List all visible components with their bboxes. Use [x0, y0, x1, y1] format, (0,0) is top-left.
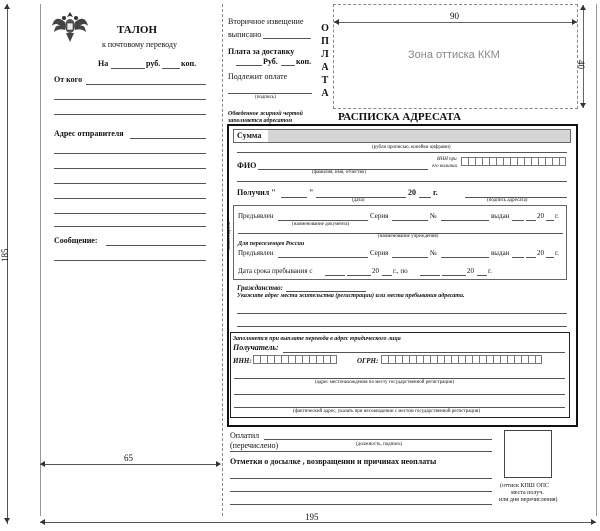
stay-from-month-line[interactable] — [347, 275, 371, 276]
fio-line-2[interactable] — [237, 181, 567, 182]
residence-note: Укажите адрес места жительства (регистрации) или места пребывания адресата. — [237, 293, 465, 299]
dim-65-line — [40, 464, 220, 465]
dim-90-arrow-left — [334, 19, 339, 25]
dim-40-line — [583, 5, 584, 108]
presented-label-1: Предъявлен — [238, 212, 274, 220]
talon-from-line-3[interactable] — [54, 114, 206, 115]
actual-addr-line-2[interactable] — [234, 407, 565, 408]
cut-line — [222, 4, 223, 516]
issued-year-line-2[interactable] — [546, 257, 554, 258]
talon-kop: коп. — [181, 59, 197, 68]
marks-line-3[interactable] — [230, 504, 492, 505]
talon-subtitle: к почтовому переводу — [102, 40, 177, 49]
dim-arrow-right — [591, 519, 596, 525]
legal-entity-box — [230, 332, 570, 418]
received-year-line[interactable] — [419, 197, 431, 198]
sum-line-2[interactable] — [237, 152, 567, 153]
dim-40-label: 40 — [576, 60, 586, 69]
delivery-kop-line[interactable] — [281, 65, 295, 66]
dim-40-arrow-down — [580, 103, 586, 108]
issued-g-1: г. — [555, 212, 559, 220]
talon-from: От кого — [54, 75, 83, 84]
legal-addr-line[interactable] — [234, 378, 565, 379]
issued-g-2: г. — [555, 249, 559, 257]
talon-rub-line — [111, 68, 145, 69]
right-edge — [596, 4, 597, 516]
oplata-letter: Л — [321, 49, 329, 60]
issued-line[interactable] — [263, 38, 311, 39]
stay-g: г. — [488, 267, 492, 275]
presented-label-2: Предъявлен — [238, 249, 274, 257]
dim-65-label: 65 — [124, 453, 133, 463]
delivery-kop: коп. — [296, 57, 312, 66]
received-20: 20 — [408, 188, 416, 197]
talon-addr-line-6[interactable] — [54, 213, 206, 214]
addressee-sign-hint: (подпись адресата) — [487, 198, 528, 203]
actual-addr-line-1[interactable] — [234, 394, 565, 395]
kkm-zone-label: Зона оттиска ККМ — [408, 49, 500, 61]
stamp-hint-2: места получ. — [511, 490, 544, 496]
stay-from-day-line[interactable] — [325, 275, 345, 276]
sum-label: Сумма — [237, 131, 262, 140]
resettlers-label: Для переселенцев России — [238, 241, 305, 247]
dim-195-line — [40, 522, 596, 523]
kpsh-stamp-box — [504, 430, 552, 478]
talon-addr-line-1[interactable] — [130, 138, 206, 139]
legal-inn-label: ИНН: — [233, 357, 252, 365]
receipt-title: РАСПИСКА АДРЕСАТА — [338, 111, 462, 123]
stay-g-po: г., по — [393, 267, 408, 275]
transferred-label: (перечислено) — [230, 441, 279, 450]
russian-coat-of-arms-icon — [50, 8, 90, 46]
inn-hint-1: ИНН при — [437, 157, 457, 162]
talon-addr-line-2[interactable] — [54, 153, 206, 154]
issued-20-2: 20 — [537, 249, 544, 257]
dim-185-label: 185 — [0, 248, 10, 262]
ogrn-cells[interactable] — [381, 355, 542, 364]
talon-msg-line-2[interactable] — [54, 260, 206, 261]
dim-185-line — [7, 4, 8, 524]
fio-hint: (фамилия, имя, отчество) — [312, 170, 366, 175]
recipient-line[interactable] — [283, 352, 565, 353]
issued-label-2: выдан — [491, 249, 510, 257]
stay-20-b: 20 — [467, 267, 474, 275]
issued-label-1: выдан — [491, 212, 510, 220]
dim-90-label: 90 — [450, 11, 459, 21]
series-line-1[interactable] — [392, 220, 428, 221]
talon-addr-line-7[interactable] — [54, 226, 206, 227]
stamp-hint-3: или дня перечисления) — [499, 497, 558, 503]
legal-inn-cells[interactable] — [253, 355, 337, 364]
stay-from-year-line[interactable] — [382, 275, 392, 276]
delivery-rub-line[interactable] — [236, 65, 262, 66]
oplata-letter: А — [321, 62, 329, 73]
issued-year-line-1[interactable] — [546, 220, 554, 221]
stay-to-day-line[interactable] — [420, 275, 440, 276]
issued-20-1: 20 — [537, 212, 544, 220]
payable-line[interactable] — [228, 93, 312, 94]
talon-addr-line-5[interactable] — [54, 198, 206, 199]
transferred-line[interactable] — [230, 451, 492, 452]
sum-hint: (рубли прописью, копейки цифрами) — [372, 145, 451, 150]
dim-195-label: 195 — [305, 512, 319, 522]
number-line-1[interactable] — [441, 220, 489, 221]
series-label-1: Серия — [370, 212, 389, 220]
dim-40-arrow-up — [580, 5, 586, 10]
doc-name-line-1[interactable] — [278, 220, 368, 221]
residence-line-1[interactable] — [237, 313, 567, 314]
fio-label: ФИО — [237, 161, 257, 170]
outlined-note-2: заполняется адресатом — [228, 118, 293, 124]
number-line-2[interactable] — [441, 257, 489, 258]
talon-kop-line — [162, 68, 180, 69]
dim-65-arrow-left — [40, 461, 45, 467]
institution-hint-1: (наименование учреждения) — [378, 234, 439, 239]
stay-date-label: Дата срока пребывания с — [238, 267, 313, 275]
stay-to-year-line[interactable] — [477, 275, 487, 276]
talon-msg-line-1[interactable] — [106, 245, 206, 246]
stay-to-month-line[interactable] — [442, 275, 466, 276]
dim-arrow-up — [4, 4, 10, 9]
recipient-label: Получатель: — [233, 343, 279, 352]
paid-label: Оплатил — [230, 431, 260, 440]
issued-day-line-2[interactable] — [512, 257, 524, 258]
citizenship-line[interactable] — [286, 291, 366, 292]
talon-from-line-2[interactable] — [54, 99, 206, 100]
secondary-notice: Вторичное извещение — [228, 17, 304, 26]
issued-label: выписано — [228, 30, 262, 39]
delivery-fee: Плата за доставку — [228, 47, 295, 56]
position-hint: (должность, подпись) — [356, 442, 403, 447]
talon-title: ТАЛОН — [117, 24, 158, 36]
paid-line[interactable] — [264, 439, 492, 440]
talon-addr-line-3[interactable] — [54, 168, 206, 169]
delivery-rub: Руб. — [263, 57, 278, 66]
legal-note: Заполняется при выплате перевода в адрес юридического лица — [233, 336, 401, 342]
oplata-letter: А — [321, 88, 329, 99]
actual-addr-hint: (фактический адрес, указать при несовпадении с местом государственной регистрации) — [293, 409, 481, 414]
payable-signature-hint: (подпись) — [255, 95, 276, 100]
number-label-1: № — [430, 212, 437, 220]
dim-arrow-down — [4, 518, 10, 523]
doc-name-line-2[interactable] — [278, 257, 368, 258]
talon-addr-line-4[interactable] — [54, 183, 206, 184]
sum-input[interactable] — [268, 130, 570, 142]
payable-label: Подлежит оплате — [228, 72, 288, 81]
talon-sender-address: Адрес отправителя — [54, 129, 124, 138]
inn-hint-2: его наличии — [432, 164, 457, 169]
dim-90-arrow-right — [572, 19, 577, 25]
received-label: Получил " — [237, 188, 276, 197]
stamp-hint-1: (оттиск КПШ ОПС — [500, 483, 550, 489]
residence-line-2[interactable] — [237, 326, 567, 327]
legal-addr-hint: (адрес местонахождения по месту государственной регистрации) — [315, 380, 455, 385]
talon-rub: руб. — [146, 59, 161, 68]
received-quote: " — [309, 188, 314, 197]
inn-cells[interactable] — [461, 157, 566, 166]
issued-month-line-2[interactable] — [526, 257, 536, 258]
oplata-letter: Т — [321, 75, 329, 86]
doc-name-hint-1: (наименование документа) — [292, 222, 350, 227]
talon-message: Сообщение: — [54, 236, 98, 245]
marks-line-2[interactable] — [230, 491, 492, 492]
marks-label: Отметки о досылке , возвращении и причинах неоплаты — [230, 457, 437, 466]
series-line-2[interactable] — [392, 257, 428, 258]
received-day-line[interactable] — [281, 197, 307, 198]
dim-65-arrow-right — [216, 461, 221, 467]
citizenship-label: Гражданство: — [237, 284, 283, 292]
received-g: г. — [433, 188, 438, 197]
talon-amount-prefix: На — [98, 59, 109, 68]
oplata-letter: П — [321, 36, 329, 47]
talon-from-line-1[interactable] — [86, 84, 206, 85]
cut-line-label: линия отреза — [227, 221, 232, 250]
marks-line-1[interactable] — [230, 478, 492, 479]
dim-arrow-left — [40, 519, 45, 525]
oplata-letter: О — [321, 23, 329, 34]
number-label-2: № — [430, 249, 437, 257]
ogrn-label: ОГРН: — [357, 357, 379, 365]
issued-month-line-1[interactable] — [526, 220, 536, 221]
dim-90-line — [334, 22, 577, 23]
date-hint: (дата) — [352, 198, 365, 203]
left-edge — [40, 4, 41, 516]
oplata-vertical — [319, 22, 331, 100]
series-label-2: Серия — [370, 249, 389, 257]
outlined-note-1: Обведенное жирной чертой — [228, 111, 303, 117]
stay-20-a: 20 — [372, 267, 379, 275]
issued-day-line-1[interactable] — [512, 220, 524, 221]
